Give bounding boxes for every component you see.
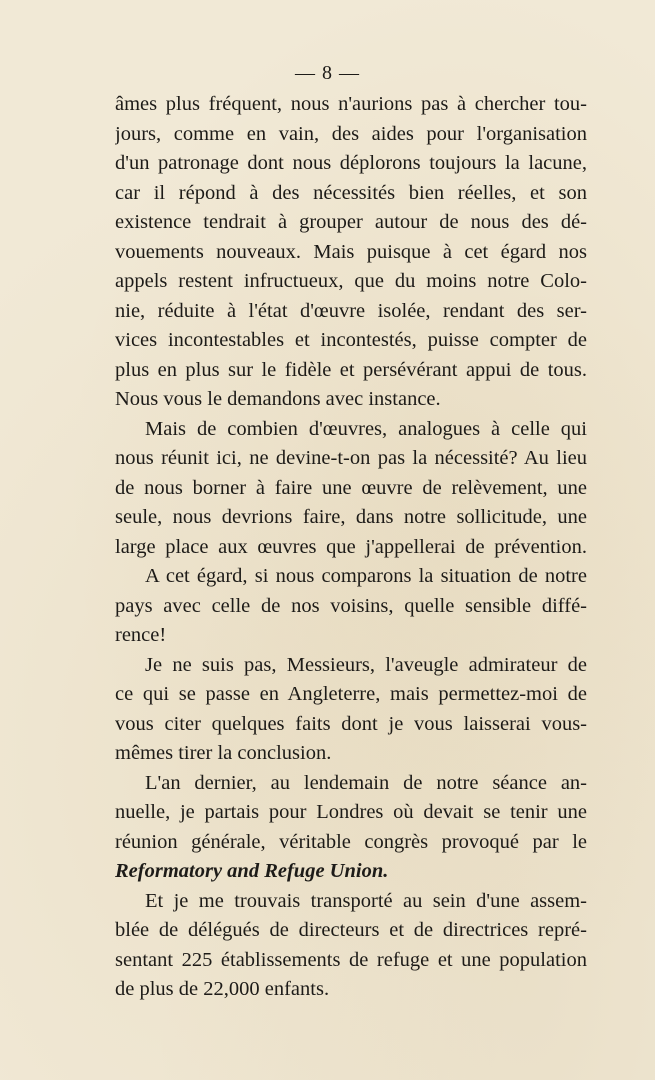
text-line: mêmes tirer la conclusion. [115, 742, 332, 764]
text-line: ce qui se passe en Angleterre, mais permettez-moi de [115, 683, 587, 705]
text-line: jours, comme en vain, des aides pour l'organisation [115, 122, 587, 145]
text-line: sentant 225 établissements de refuge et une population [115, 948, 587, 971]
text-line: existence tendrait à grouper autour de nous des dé- [115, 211, 587, 233]
text-line: A cet égard, si nous comparons la situation de notre [145, 565, 587, 587]
page-number: — 8 — [295, 62, 360, 84]
text-line: pays avec celle de nos voisins, quelle sensible diffé- [115, 594, 587, 617]
text-line: de plus de 22,000 enfants. [115, 978, 330, 1000]
text-line: réunion générale, véritable congrès provoqué par le [115, 830, 587, 853]
text-line: Mais de combien d'œuvres, analogues à celle qui [145, 417, 587, 440]
text-line: Je ne suis pas, Messieurs, l'aveugle admirateur de [145, 653, 587, 676]
text-line: appels restent infructueux, que du moins notre Colo- [115, 270, 587, 292]
text-line: d'un patronage dont nous déplorons toujours la lacune, [115, 152, 587, 174]
text-line: rence! [115, 624, 167, 646]
text-line: vous citer quelques faits dont je vous laisserai vous- [115, 712, 587, 735]
text-line: plus en plus sur le fidèle et persévérant appui de tous. [115, 358, 587, 381]
text-line: nuelle, je partais pour Londres où devait se tenir une [115, 801, 587, 823]
text-line: vouements nouveaux. Mais puisque à cet égard nos [115, 240, 587, 263]
text-line: blée de délégués de directeurs et de directrices repré- [115, 919, 587, 941]
text-line: vices incontestables et incontestés, puisse compter de [115, 329, 587, 351]
text-line: nie, réduite à l'état d'œuvre isolée, rendant des ser- [115, 299, 587, 322]
text-line: seule, nous devrions faire, dans notre sollicitude, une [115, 506, 587, 528]
text-line: car il répond à des nécessités bien réelles, et son [115, 181, 587, 204]
text-line: Et je me trouvais transporté au sein d'une assem- [145, 889, 587, 912]
text-line: âmes plus fréquent, nous n'aurions pas à chercher tou- [115, 93, 587, 115]
text-line: large place aux œuvres que j'appellerai de prévention. [115, 535, 587, 558]
text-line: Nous vous le demandons avec instance. [115, 388, 441, 410]
text-line: L'an dernier, au lendemain de notre séance an- [145, 771, 587, 794]
text-line: de nous borner à faire une œuvre de relèvement, une [115, 476, 587, 499]
text-line: Reformatory and Refuge Union. [115, 860, 389, 882]
text-line: nous réunit ici, ne devine-t-on pas la nécessité? Au lieu [115, 447, 587, 469]
body-text [115, 90, 587, 1005]
